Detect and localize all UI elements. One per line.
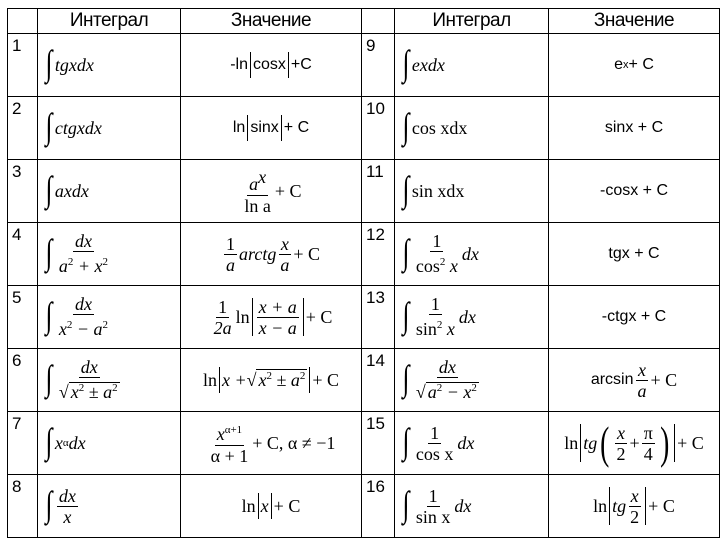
table-row bbox=[8, 349, 720, 412]
numerator: x bbox=[617, 422, 626, 443]
formula-text: + C bbox=[648, 495, 675, 516]
integral-sign: ∫ bbox=[402, 43, 410, 83]
integral-sign: ∫ bbox=[402, 169, 410, 209]
value-cell bbox=[549, 286, 720, 349]
formula-text: + C bbox=[677, 432, 704, 453]
formula-text: +C bbox=[290, 56, 312, 73]
value-cell bbox=[549, 223, 720, 286]
fraction bbox=[414, 423, 456, 464]
row-number: 1 bbox=[8, 34, 38, 97]
numerator: 1 bbox=[218, 296, 228, 317]
fraction bbox=[642, 423, 655, 464]
row-number: 13 bbox=[362, 286, 395, 349]
superscript: x bbox=[63, 180, 72, 201]
integral-cell bbox=[395, 223, 549, 286]
formula-text: x + bbox=[221, 369, 247, 390]
fraction bbox=[242, 167, 273, 216]
superscript: α+1 bbox=[224, 424, 243, 436]
integral-cell bbox=[38, 349, 181, 412]
formula-text: ln bbox=[564, 432, 579, 453]
superscript: 2 bbox=[112, 382, 118, 394]
formula-text: arctg bbox=[239, 243, 277, 264]
value-cell bbox=[181, 412, 362, 475]
formula-text: sinx + C bbox=[604, 119, 664, 136]
fraction bbox=[636, 360, 649, 401]
integral-header-1: Интеграл bbox=[38, 9, 181, 34]
formula-text: x bbox=[258, 370, 267, 390]
denominator: a bbox=[280, 254, 290, 275]
abs-bar bbox=[271, 493, 272, 519]
abs-bar bbox=[250, 52, 251, 78]
formula-text: ln bbox=[235, 306, 250, 327]
integral-sign: ∫ bbox=[45, 295, 53, 335]
integral-sign: ∫ bbox=[45, 43, 53, 83]
formula-text: + bbox=[629, 432, 640, 453]
numerator: dx bbox=[74, 231, 92, 251]
fraction bbox=[414, 231, 460, 277]
row-number: 16 bbox=[362, 475, 395, 538]
integrand: cos xdx bbox=[411, 117, 468, 138]
number-header-1 bbox=[8, 9, 38, 34]
value-cell bbox=[181, 34, 362, 97]
superscript: 2 bbox=[66, 319, 73, 331]
superscript: x bbox=[258, 166, 267, 187]
row-number: 3 bbox=[8, 160, 38, 223]
table-row bbox=[8, 160, 720, 223]
integral-sign: ∫ bbox=[45, 421, 53, 461]
table-row bbox=[8, 97, 720, 160]
row-number: 11 bbox=[362, 160, 395, 223]
value-cell bbox=[549, 412, 720, 475]
formula-text: sinx bbox=[250, 119, 279, 136]
integral-sign: ∫ bbox=[402, 106, 410, 146]
integral-sign: ∫ bbox=[45, 232, 53, 272]
numerator: x bbox=[630, 485, 639, 506]
formula-text: + C, α ≠ −1 bbox=[252, 432, 336, 453]
value-header-2: Значение bbox=[549, 9, 720, 34]
integral-cell bbox=[38, 160, 181, 223]
fraction bbox=[224, 234, 237, 275]
formula-text: − x bbox=[442, 382, 472, 402]
value-cell bbox=[181, 475, 362, 538]
denominator: x bbox=[63, 506, 72, 527]
abs-bar bbox=[247, 115, 248, 141]
fraction bbox=[414, 357, 481, 403]
formula-text: e bbox=[411, 54, 420, 75]
integral-sign: ∫ bbox=[402, 421, 410, 461]
formula-text: sin bbox=[415, 319, 437, 339]
fraction bbox=[414, 486, 453, 527]
abs-bar bbox=[609, 487, 610, 525]
fraction bbox=[209, 420, 251, 466]
formula-text: ln bbox=[232, 119, 246, 136]
row-number: 9 bbox=[362, 34, 395, 97]
numerator: 1 bbox=[428, 485, 438, 506]
numerator: dx bbox=[80, 357, 98, 377]
numerator: 1 bbox=[430, 422, 440, 443]
formula-text: tg bbox=[612, 495, 627, 516]
formula-text: − a bbox=[72, 319, 103, 339]
numerator: x bbox=[216, 424, 225, 444]
formula-text: a bbox=[58, 256, 68, 276]
formula-text: dx bbox=[454, 495, 472, 516]
numerator: dx bbox=[74, 294, 92, 314]
value-cell bbox=[181, 223, 362, 286]
integral-cell bbox=[38, 286, 181, 349]
fraction bbox=[212, 297, 234, 338]
formula-text: x bbox=[58, 319, 67, 339]
table-row bbox=[8, 223, 720, 286]
denominator: sin x bbox=[415, 506, 451, 527]
abs-bar bbox=[252, 298, 253, 336]
formula-text: dx bbox=[71, 180, 89, 201]
row-number: 8 bbox=[8, 475, 38, 538]
superscript: 2 bbox=[436, 382, 443, 394]
integral-cell bbox=[395, 34, 549, 97]
superscript: 2 bbox=[67, 256, 74, 268]
fraction bbox=[57, 231, 110, 277]
numerator: π bbox=[643, 422, 653, 443]
integrand: tgxdx bbox=[54, 54, 94, 75]
table-row bbox=[8, 475, 720, 538]
abs-bar bbox=[309, 367, 310, 393]
sqrt-sign: √ bbox=[246, 369, 257, 390]
value-cell bbox=[181, 97, 362, 160]
integral-sign: ∫ bbox=[402, 358, 410, 398]
integral-cell bbox=[395, 349, 549, 412]
integrand: sin xdx bbox=[411, 180, 465, 201]
denominator: 2 bbox=[616, 443, 626, 464]
superscript: 2 bbox=[102, 256, 109, 268]
integral-sign: ∫ bbox=[45, 358, 53, 398]
number-header-2 bbox=[362, 9, 395, 34]
row-number: 6 bbox=[8, 349, 38, 412]
superscript: 2 bbox=[102, 319, 109, 331]
formula-text: ± a bbox=[271, 370, 300, 390]
denominator: ln a bbox=[244, 195, 271, 216]
abs-bar bbox=[580, 424, 581, 462]
integral-cell bbox=[395, 286, 549, 349]
superscript: x bbox=[623, 59, 629, 71]
formula-text: arcsin bbox=[590, 371, 634, 388]
formula-text: + C bbox=[283, 119, 310, 136]
numerator: dx bbox=[438, 357, 456, 377]
formula-text: + C bbox=[305, 306, 333, 327]
formula-text: -ctgx + C bbox=[601, 308, 667, 325]
formula-text: -ln bbox=[230, 56, 248, 73]
row-number: 5 bbox=[8, 286, 38, 349]
numerator: x bbox=[638, 359, 646, 380]
row-number: 7 bbox=[8, 412, 38, 475]
integral-cell bbox=[38, 223, 181, 286]
formula-text: ln bbox=[241, 495, 256, 516]
formula-text: cos bbox=[415, 256, 440, 276]
table-row bbox=[8, 286, 720, 349]
right-paren: ) bbox=[659, 417, 670, 468]
formula-text: + C bbox=[650, 369, 678, 390]
value-cell bbox=[181, 160, 362, 223]
formula-text: + C bbox=[274, 180, 302, 201]
formula-text: x bbox=[70, 382, 79, 402]
integrals-table bbox=[7, 8, 720, 538]
integral-sign: ∫ bbox=[45, 106, 53, 146]
header-row bbox=[8, 9, 720, 34]
superscript: 2 bbox=[78, 382, 85, 394]
formula-text: dx bbox=[427, 54, 445, 75]
integral-cell bbox=[395, 160, 549, 223]
fraction bbox=[57, 357, 122, 403]
formula-text: + C bbox=[273, 495, 301, 516]
formula-text: x bbox=[445, 256, 458, 276]
row-number: 15 bbox=[362, 412, 395, 475]
formula-text: a bbox=[427, 382, 437, 402]
left-paren: ( bbox=[600, 417, 610, 468]
superscript: 2 bbox=[299, 370, 306, 382]
abs-bar bbox=[303, 298, 304, 336]
abs-bar bbox=[281, 115, 282, 141]
integral-sign: ∫ bbox=[402, 232, 410, 272]
formula-text: ln bbox=[202, 369, 217, 390]
fraction bbox=[628, 486, 641, 527]
superscript: α bbox=[62, 437, 69, 449]
table-row bbox=[8, 412, 720, 475]
row-number: 12 bbox=[362, 223, 395, 286]
abs-bar bbox=[288, 52, 289, 78]
formula-text: x bbox=[442, 319, 455, 339]
value-cell bbox=[549, 349, 720, 412]
formula-text: tgx + C bbox=[608, 245, 660, 262]
integral-cell bbox=[395, 475, 549, 538]
table-row bbox=[8, 34, 720, 97]
formula-text: dx bbox=[461, 243, 479, 264]
superscript: 2 bbox=[266, 370, 272, 382]
value-cell bbox=[181, 349, 362, 412]
abs-bar bbox=[219, 367, 220, 393]
integral-cell bbox=[38, 34, 181, 97]
integral-cell bbox=[38, 412, 181, 475]
integral-sign: ∫ bbox=[402, 295, 410, 335]
formula-text: cosx bbox=[252, 56, 286, 73]
integrand: ctgxdx bbox=[54, 117, 102, 138]
fraction bbox=[414, 294, 457, 340]
denominator: a bbox=[637, 380, 647, 401]
integral-sign: ∫ bbox=[45, 484, 53, 524]
value-cell bbox=[549, 34, 720, 97]
denominator: cos x bbox=[415, 443, 454, 464]
denominator: a bbox=[226, 254, 235, 275]
superscript: 2 bbox=[471, 382, 477, 394]
integral-sign: ∫ bbox=[45, 169, 53, 209]
superscript: x bbox=[419, 54, 428, 75]
numerator: x + a bbox=[258, 296, 297, 317]
integral-cell bbox=[395, 412, 549, 475]
formula-text: ln bbox=[593, 495, 608, 516]
formula-text: x bbox=[54, 432, 63, 453]
superscript: 2 bbox=[439, 256, 446, 268]
value-cell bbox=[549, 160, 720, 223]
row-number: 10 bbox=[362, 97, 395, 160]
numerator: 1 bbox=[432, 231, 442, 251]
fraction bbox=[615, 423, 628, 464]
numerator: 1 bbox=[430, 294, 440, 314]
integral-cell bbox=[38, 97, 181, 160]
denominator: 2 bbox=[630, 506, 640, 527]
formula-text: -cosx + C bbox=[599, 182, 668, 199]
formula-text: e bbox=[614, 56, 624, 73]
denominator: x − a bbox=[258, 317, 297, 338]
fraction bbox=[57, 294, 110, 340]
numerator: 1 bbox=[226, 233, 235, 254]
fraction bbox=[57, 486, 78, 527]
denominator: α + 1 bbox=[210, 446, 249, 466]
numerator: x bbox=[280, 233, 289, 254]
value-header-1: Значение bbox=[181, 9, 362, 34]
row-number: 2 bbox=[8, 97, 38, 160]
formula-text: + C bbox=[293, 243, 320, 264]
formula-text: x bbox=[260, 495, 269, 516]
numerator: dx bbox=[58, 485, 76, 506]
sqrt-sign: √ bbox=[58, 382, 69, 402]
formula-text: dx bbox=[457, 432, 475, 453]
denominator: 2a bbox=[213, 317, 232, 338]
integral-cell bbox=[38, 475, 181, 538]
abs-bar bbox=[645, 487, 646, 525]
integral-header-2: Интеграл bbox=[395, 9, 549, 34]
value-cell bbox=[181, 286, 362, 349]
formula-text: + C bbox=[628, 56, 654, 73]
sqrt-sign: √ bbox=[415, 382, 426, 402]
superscript: 2 bbox=[436, 319, 443, 331]
abs-bar bbox=[258, 493, 259, 519]
formula-text: dx bbox=[68, 432, 86, 453]
integral-sign: ∫ bbox=[402, 484, 410, 524]
formula-text: + C bbox=[312, 369, 340, 390]
value-cell bbox=[549, 97, 720, 160]
formula-text: ± a bbox=[84, 382, 113, 402]
value-cell bbox=[549, 475, 720, 538]
row-number: 4 bbox=[8, 223, 38, 286]
fraction bbox=[257, 297, 299, 338]
fraction bbox=[278, 234, 291, 275]
denominator: 4 bbox=[643, 443, 653, 464]
integral-cell bbox=[395, 97, 549, 160]
formula-text: dx bbox=[458, 306, 476, 327]
numerator: a bbox=[249, 173, 259, 194]
formula-text: tg bbox=[583, 432, 598, 453]
formula-text: a bbox=[54, 180, 64, 201]
row-number: 14 bbox=[362, 349, 395, 412]
abs-bar bbox=[674, 424, 675, 462]
formula-text: + x bbox=[73, 256, 103, 276]
